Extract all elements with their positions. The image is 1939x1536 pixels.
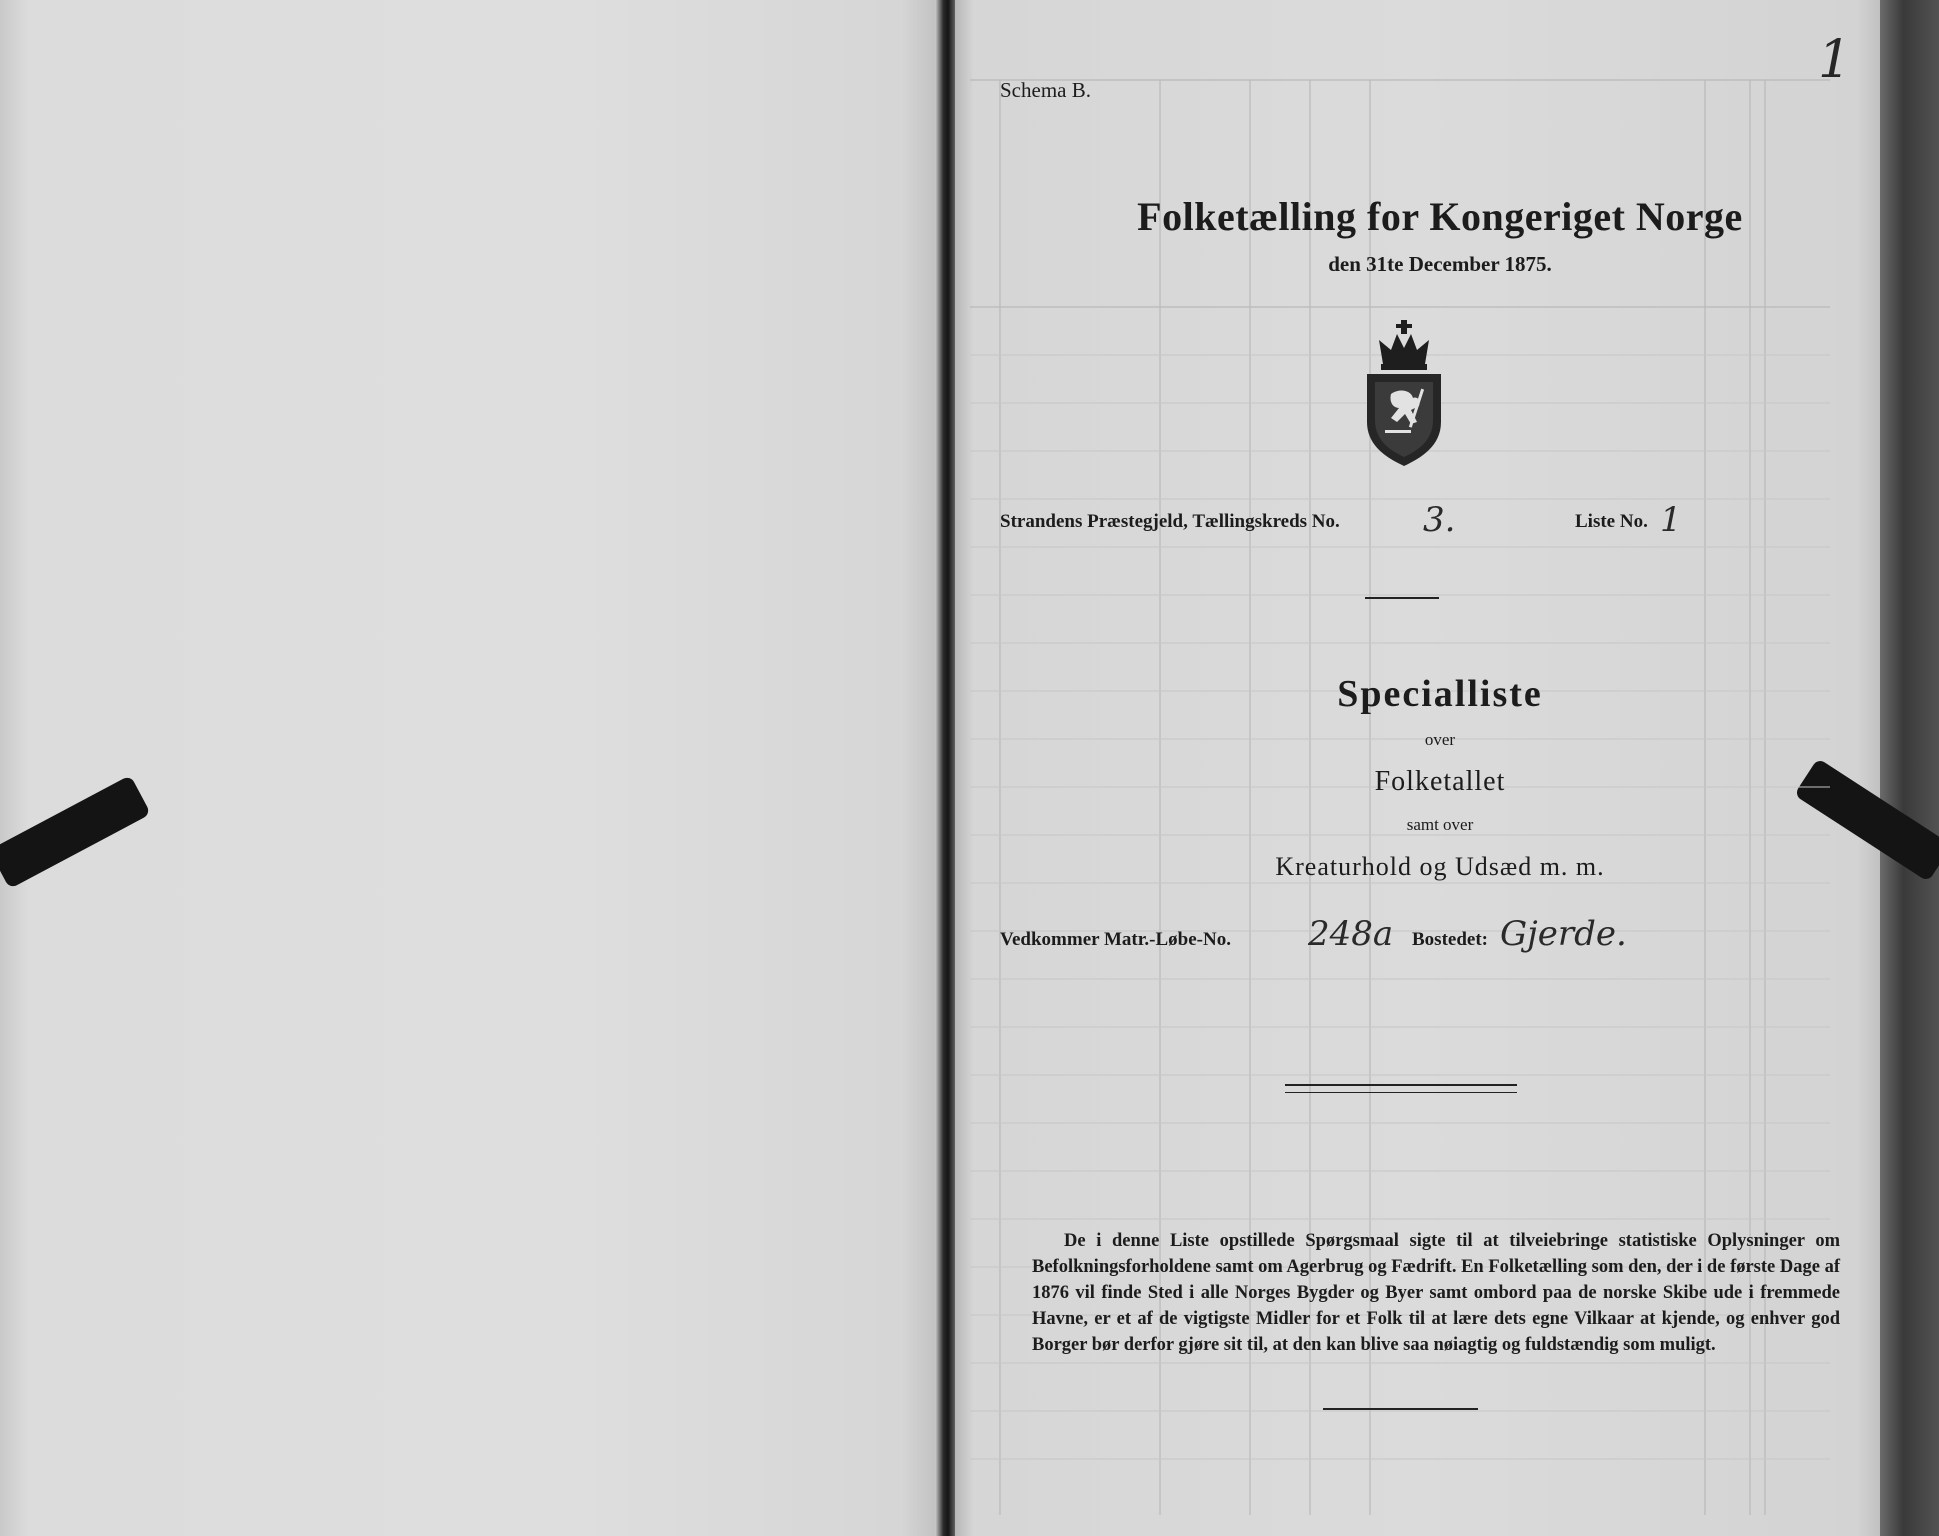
page-number: 1 [1818,30,1852,90]
short-divider [1365,597,1439,599]
place-label: Bostedet: [1412,929,1488,950]
norwegian-coat-of-arms-icon [1361,318,1447,468]
district-line [1000,511,1340,533]
circuit-label: Tællingskreds No. [1192,511,1340,532]
closing-divider [1323,1408,1478,1410]
double-divider [1285,1084,1517,1093]
page-stack-edge [1880,0,1939,1536]
notice-paragraph: De i denne Liste opstillede Spørgsmaal sigte til at tilveiebringe statistiske Oplysninger om Befolkningsforholdene samt om Agerbrug og Fædrift. En Folketælling som den, der i de første Dage af 1876 vil finde Sted i alle Norges Bygder og Byer samt ombord paa de norske Skibe ude i fremmede Havne, er et af de vigtigste Midler for et Folk til at lære dets egne Vilkaar at kjende, og enhver god Borger bør derfor gjøre sit til, at den kan blive saa nøiagtig og fuldstændig som muligt. [1032,1231,1840,1355]
samt-over-text: samt over [1406,815,1474,834]
place-value: Gjerde. [1500,914,1627,954]
matr-value: 248a [1308,914,1394,954]
population-heading: Folketallet [1374,766,1506,797]
list-number-value: 1 [1660,500,1682,540]
livestock-heading: Kreaturhold og Udsæd m. m. [1275,852,1605,881]
list-label: Liste No. [1575,511,1648,532]
schema-label: Schema B. [1000,78,1091,102]
over-text: over [1424,730,1456,749]
special-list-heading: Specialliste [1337,673,1543,715]
circuit-number-value: 3. [1423,500,1456,540]
document-title: Folketælling for Kongeriget Norge [1137,194,1743,239]
matr-label: Vedkommer Matr.-Løbe-No. [1000,929,1231,950]
left-page [0,0,948,1536]
parish-label: Strandens Præstegjeld, [1000,511,1188,532]
census-date: den 31te December 1875. [1328,252,1552,276]
